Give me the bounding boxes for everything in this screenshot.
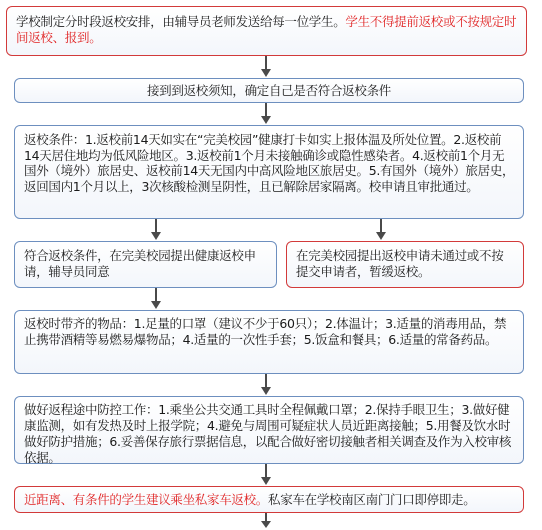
step-schedule-notice-text [16,14,518,46]
step-application-denied [286,241,524,288]
return-conditions-text: 返校条件：1.返校前14天如实在“完美校园”健康打卡如实上报体温及所处位置。2.返校前14天居住地均为低风险地区。3.返校前1个月未接触确诊或隐性感染者。4.返校前1个月无国外（境外）旅居史、返校前14天无国内中高风险地区旅居史。5.有国外（境外）旅居史，返回国内1个月以上，3次核酸检测呈阴性，且已解除居家隔离。校申请且审批通过。 [24,132,515,194]
step-schedule-notice [6,6,527,56]
check-conditions-text: 接到到返校须知，确定自己是否符合返校条件 [146,83,391,98]
step-items-to-bring [14,310,524,374]
items-to-bring-text: 返校时带齐的物品：1.足量的口罩（建议不少于60只）；2.体温计；3.适量的消毒用品，禁止携带酒精等易燃易爆物品；4.适量的一次性手套；5.饭盒和餐具；6.适量的常备药品。 [24,316,507,347]
schedule-notice-text: 学校制定分时段返校安排，由辅导员老师发送给每一位学生。 [16,14,346,29]
submit-application-text: 符合返校条件，在完美校园提出健康返校申请，辅导员同意 [24,248,256,279]
private-car-suggestion: 近距离、有条件的学生建议乘坐私家车返校。 [24,492,269,507]
step-private-car [14,486,524,513]
schedule-warning-text: 学生不得提前返校或不按规定时间返校、报到。 [16,14,517,45]
travel-precautions-text: 做好返程途中防控工作：1.乘坐公共交通工具时全程佩戴口罩；2.保持手眼卫生；3.做好健康监测，如有发热及时上报学院；4.避免与周围可疑症状人员近距离接触；5.用餐及饮水时做好防护措施；6.妥善保存旅行票据信息，以配合做好密切接触者相关调查及作为入校审核依据。 [24,402,512,465]
step-return-conditions [14,125,524,219]
application-denied-text: 在完美校园提出返校申请未通过或不按提交申请者，暂缓返校。 [296,248,504,279]
step-check-conditions [14,78,524,103]
step-submit-application [14,241,277,288]
private-car-text [24,492,515,508]
private-car-dropoff: 私家车在学校南区南门门口即停即走。 [268,492,476,507]
step-travel-precautions [14,396,524,464]
